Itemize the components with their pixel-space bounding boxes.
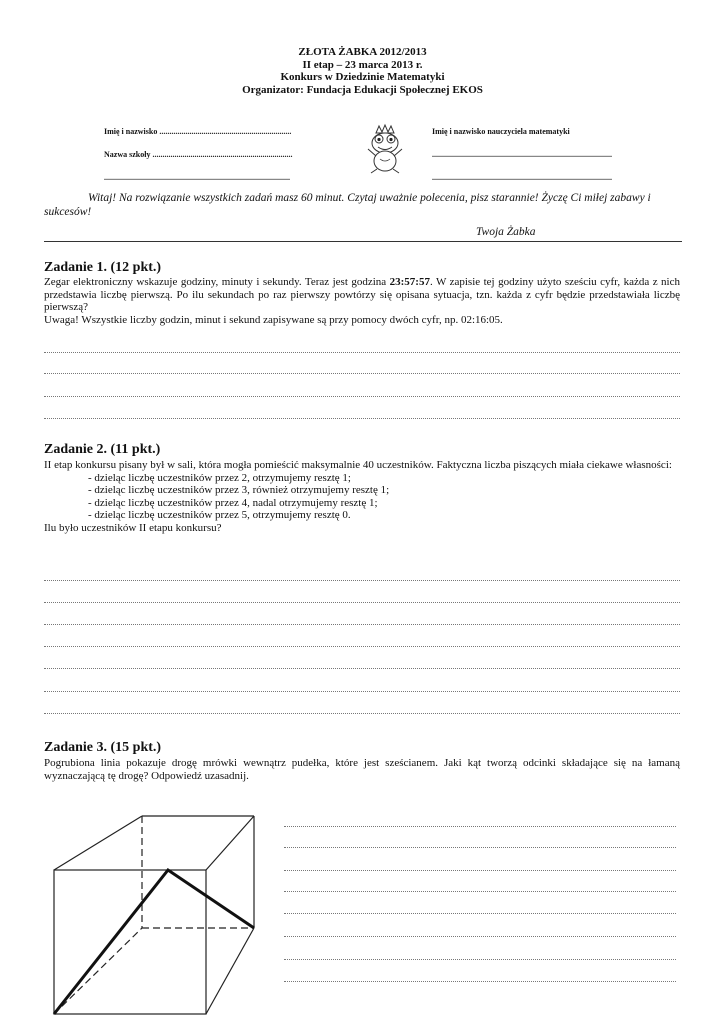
header — [0, 46, 725, 96]
task1-text-a: Zegar elektroniczny wskazuje godziny, minuty i sekundy. Teraz jest godzina — [44, 276, 390, 288]
answer-line[interactable] — [284, 847, 676, 848]
task3-title: Zadanie 3. (15 pkt.) — [44, 740, 162, 755]
header-organizer: Organizator: Fundacja Edukacji Społecznej EKOS — [242, 83, 483, 96]
task1-text — [44, 276, 680, 326]
answer-line[interactable] — [44, 602, 680, 603]
answer-line[interactable] — [44, 668, 680, 669]
task3-text: Pogrubiona linia pokazuje drogę mrówki wewnątrz pudełka, które jest sześcianem. Jaki kąt tworzą odcinki składające się na łamaną wyznaczającą tę drogę? Odpowiedź uzasadnij. — [44, 757, 680, 782]
task1-time: 23:57:57 — [389, 276, 430, 288]
task1-text-b: . W zapisie tej godziny użyto sześciu cyfr, każda z nich przedstawia liczbę pierwszą. Po ilu sekundach po raz pierwszy powtórzy się opisana sytuacja, tzn. każda z cyfr będzie przedstawiała liczbę pierwszą? — [44, 276, 680, 314]
answer-line[interactable] — [284, 981, 676, 982]
answer-line[interactable] — [44, 691, 680, 692]
extra-field-left[interactable]: ............................................................................................. — [104, 173, 290, 182]
extra-field-right[interactable]: .......................................................................................... — [432, 173, 612, 182]
task2-text — [44, 459, 680, 535]
header-stage: II etap – 23 marca 2013 r. — [302, 58, 423, 71]
task2-question: Ilu było uczestników II etapu konkursu? — [44, 521, 222, 534]
answer-line[interactable] — [284, 870, 676, 871]
answer-line[interactable] — [284, 936, 676, 937]
answer-line[interactable] — [44, 646, 680, 647]
task2-item: - dzieląc liczbę uczestników przez 3, również otrzymujemy resztę 1; — [88, 484, 390, 497]
task2-item: - dzieląc liczbę uczestników przez 4, nadal otrzymujemy resztę 1; — [88, 496, 378, 509]
task2-item: - dzieląc liczbę uczestników przez 2, otrzymujemy resztę 1; — [88, 471, 351, 484]
task1-note: Uwaga! Wszystkie liczby godzin, minut i sekund zapisywane są przy pomocy dwóch cyfr, np. 02:16:05. — [44, 313, 503, 326]
task2-title: Zadanie 2. (11 pkt.) — [44, 442, 161, 457]
answer-line[interactable] — [44, 373, 680, 374]
task1-title: Zadanie 1. (12 pkt.) — [44, 260, 162, 275]
answer-line[interactable] — [44, 418, 680, 419]
teacher-name-field[interactable]: .......................................................................................... — [432, 150, 612, 159]
teacher-name-label: Imię i nazwisko nauczyciela matematyki — [432, 127, 570, 136]
header-contest: Konkurs w Dziedzinie Matematyki — [280, 71, 445, 83]
answer-line[interactable] — [284, 826, 676, 827]
answer-line[interactable] — [44, 580, 680, 581]
frog-mascot-icon — [362, 123, 408, 175]
answer-line[interactable] — [44, 624, 680, 625]
task2-item: - dzieląc liczbę uczestników przez 5, otrzymujemy resztę 0. — [88, 509, 351, 522]
task2-intro: II etap konkursu pisany był w sali, która mogła pomieścić maksymalnie 40 uczestników. Faktyczna liczba piszących miała ciekawe własności: — [44, 459, 672, 471]
answer-line[interactable] — [44, 352, 680, 353]
answer-line[interactable] — [284, 891, 676, 892]
answer-line[interactable] — [284, 913, 676, 914]
signature: Twoja Żabka — [476, 226, 536, 238]
header-divider — [44, 241, 682, 242]
header-title: ZŁOTA ŻABKA 2012/2013 — [298, 46, 427, 58]
answer-line[interactable] — [284, 959, 676, 960]
answer-line[interactable] — [44, 713, 680, 714]
welcome-message: Witaj! Na rozwiązanie wszystkich zadań masz 60 minut. Czytaj uważnie polecenia, pisz starannie! Życzę Ci miłej zabawy i sukcesów! — [44, 192, 651, 218]
name-field[interactable]: Imię i nazwisko .................................................................. — [104, 127, 292, 136]
answer-line[interactable] — [44, 396, 680, 397]
school-field[interactable]: Nazwa szkoły ...................................................................... — [104, 150, 293, 159]
cube-figure — [44, 812, 264, 1018]
